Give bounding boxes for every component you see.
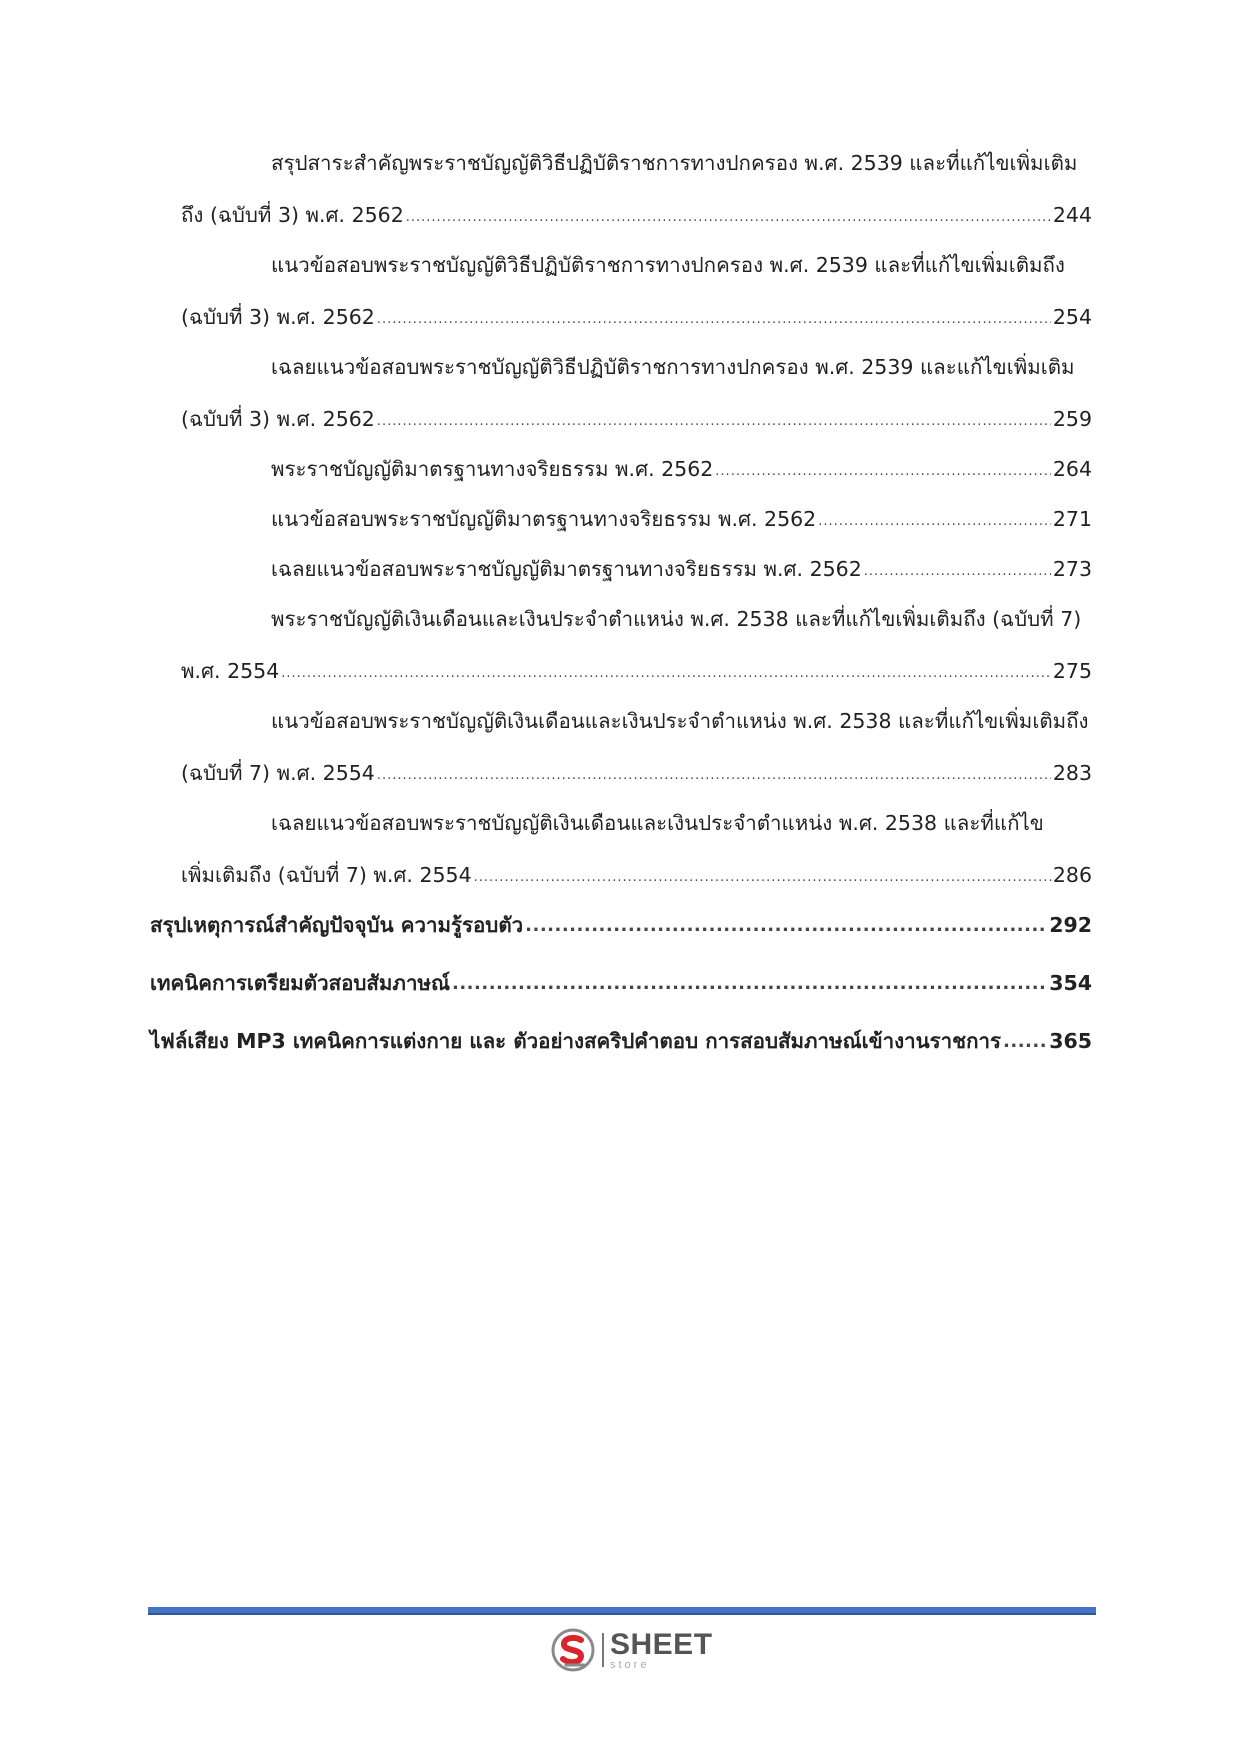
dot-leader [452,971,1047,997]
toc-entry-title-line1: พระราชบัญญัติเงินเดือนและเงินประจำตำแหน่ง พ.ศ. 2538 และที่แก้ไขเพิ่มเติมถึง (ฉบับที่ 7) [271,607,1082,631]
toc-entry-leader-line [181,556,1092,582]
logo-word: SHEET [610,1627,713,1661]
toc-chapter-mp3-interview-script[interactable] [150,1028,1092,1054]
toc-entry-title-line1: เฉลยแนวข้อสอบพระราชบัญญัติเงินเดือนและเงินประจำตำแหน่ง พ.ศ. 2538 และที่แก้ไข [271,811,1044,835]
toc-entry-ethics-exam[interactable] [181,506,1092,532]
toc-entry-leader-line [181,304,1092,330]
dot-leader [377,763,1051,789]
dot-leader [474,865,1051,891]
dot-leader [818,509,1051,535]
toc-entry-title-line2: ถึง (ฉบับที่ 3) พ.ศ. 2562 [181,203,404,227]
toc-chapter-current-events[interactable] [150,912,1092,938]
toc-entry-leader-line [181,456,1092,482]
toc-entry-title-line2: (ฉบับที่ 7) พ.ศ. 2554 [181,761,375,785]
footer-rule [148,1607,1096,1615]
table-of-contents [150,150,1092,1086]
toc-chapter-title: เทคนิคการเตรียมตัวสอบสัมภาษณ์ [150,971,450,995]
toc-entry-title: พระราชบัญญัติมาตรฐานทางจริยธรรม พ.ศ. 2562 [271,457,714,481]
toc-entry-salary-act[interactable] [181,606,1092,684]
toc-entry-leader-line [181,506,1092,532]
toc-chapter-interview-prep[interactable] [150,970,1092,996]
dot-leader [864,559,1051,585]
toc-entry-title-line1: เฉลยแนวข้อสอบพระราชบัญญัติวิธีปฏิบัติราชการทางปกครอง พ.ศ. 2539 และแก้ไขเพิ่มเติม [271,355,1075,379]
toc-entry-title-line2: พ.ศ. 2554 [181,659,280,683]
toc-entry-admin-procedure-summary[interactable] [181,150,1092,228]
toc-entry-title-line2: (ฉบับที่ 3) พ.ศ. 2562 [181,305,375,329]
sheet-store-logo [550,1625,720,1675]
toc-entry-leader-line [181,862,1092,888]
dot-leader [1003,1029,1047,1055]
toc-entry-salary-answers[interactable] [181,810,1092,888]
sheet-store-logo-icon [550,1627,596,1673]
toc-page-number: 283 [1052,761,1092,785]
dot-leader [406,205,1051,231]
toc-page-number: 273 [1052,557,1092,581]
toc-entry-title-line1: แนวข้อสอบพระราชบัญญัติวิธีปฏิบัติราชการทางปกครอง พ.ศ. 2539 และที่แก้ไขเพิ่มเติมถึง [271,253,1065,277]
toc-page-number: 244 [1052,203,1092,227]
toc-entry-ethics-standards[interactable] [181,456,1092,482]
toc-entry-title: เฉลยแนวข้อสอบพระราชบัญญัติมาตรฐานทางจริยธรรม พ.ศ. 2562 [271,557,862,581]
toc-page-number: 264 [1052,457,1092,481]
toc-chapter-leader-line [150,1028,1092,1054]
toc-entry-salary-exam[interactable] [181,708,1092,786]
toc-page-number: 354 [1049,971,1092,995]
toc-entry-title-line1: สรุปสาระสำคัญพระราชบัญญัติวิธีปฏิบัติราชการทางปกครอง พ.ศ. 2539 และที่แก้ไขเพิ่มเติม [271,151,1078,175]
toc-chapter-title: ไฟล์เสียง MP3 เทคนิคการแต่งกาย และ ตัวอย่างสคริปคำตอบ การสอบสัมภาษณ์เข้างานราชการ [150,1029,1002,1053]
toc-entry-title-line1: แนวข้อสอบพระราชบัญญัติเงินเดือนและเงินประจำตำแหน่ง พ.ศ. 2538 และที่แก้ไขเพิ่มเติมถึง [271,709,1089,733]
dot-leader [281,661,1051,687]
dot-leader [525,913,1047,939]
logo-divider [602,1633,604,1667]
toc-entry-title-line2: เพิ่มเติมถึง (ฉบับที่ 7) พ.ศ. 2554 [181,863,472,887]
toc-entry-title: แนวข้อสอบพระราชบัญญัติมาตรฐานทางจริยธรรม พ.ศ. 2562 [271,507,817,531]
toc-entry-leader-line [181,202,1092,228]
dot-leader [377,409,1051,435]
logo-wordmark [610,1627,713,1671]
toc-chapter-leader-line [150,912,1092,938]
dot-leader [715,459,1051,485]
toc-page-number: 292 [1049,913,1092,937]
toc-entry-admin-procedure-answers[interactable] [181,354,1092,432]
dot-leader [377,307,1051,333]
toc-entry-title-line2: (ฉบับที่ 3) พ.ศ. 2562 [181,407,375,431]
toc-entry-leader-line [181,760,1092,786]
toc-page-number: 271 [1052,507,1092,531]
logo-subword: store [610,1658,650,1671]
toc-chapter-leader-line [150,970,1092,996]
toc-entry-leader-line [181,406,1092,432]
toc-page-number: 275 [1052,659,1092,683]
toc-page-number: 365 [1049,1029,1092,1053]
toc-chapter-title: สรุปเหตุการณ์สำคัญปัจจุบัน ความรู้รอบตัว [150,913,524,937]
toc-page-number: 254 [1052,305,1092,329]
toc-entry-ethics-answers[interactable] [181,556,1092,582]
toc-entry-admin-procedure-exam[interactable] [181,252,1092,330]
toc-page-number: 286 [1052,863,1092,887]
toc-page-number: 259 [1052,407,1092,431]
logo-s-curve [563,1638,581,1662]
toc-entry-leader-line [181,658,1092,684]
